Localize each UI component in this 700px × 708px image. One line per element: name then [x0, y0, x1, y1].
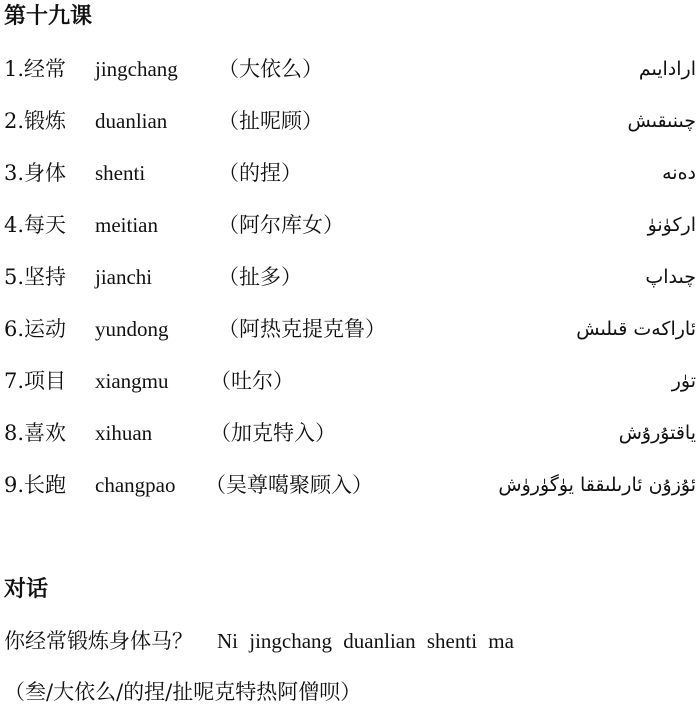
vocab-gloss: （的捏） [218, 161, 302, 185]
vocab-row [0, 261, 700, 293]
vocab-number-word: 1.经常 [4, 57, 67, 81]
vocab-gloss: （吴尊噶聚顾入） [205, 473, 373, 497]
vocab-pinyin: meitian [95, 213, 158, 237]
vocab-uyghur: اركۈنۈ [647, 214, 696, 236]
vocab-row [0, 313, 700, 345]
vocab-row [0, 469, 700, 501]
vocab-row [0, 105, 700, 137]
vocab-uyghur: ئاراكەت قىلىش [576, 318, 696, 340]
dialog-pinyin: Ni jingchang duanlian shenti ma [217, 629, 514, 653]
vocab-pinyin: yundong [95, 317, 169, 341]
vocab-number-word: 7.项目 [4, 369, 67, 393]
vocab-row [0, 53, 700, 85]
vocab-uyghur: چىنىقىش [627, 110, 696, 132]
vocab-row [0, 417, 700, 449]
dialog-gloss: （叁/大依么/的捏/扯呢克特热阿僧呗） [4, 680, 362, 704]
vocab-row [0, 365, 700, 397]
vocab-uyghur: ارادايىم [638, 58, 696, 80]
vocab-gloss: （阿尔库女） [218, 213, 344, 237]
vocab-number-word: 2.锻炼 [4, 109, 67, 133]
vocab-pinyin: shenti [95, 161, 146, 185]
vocab-row [0, 209, 700, 241]
vocab-gloss: （吐尔） [210, 369, 294, 393]
vocab-number-word: 8.喜欢 [4, 421, 67, 445]
vocab-number-word: 9.长跑 [4, 473, 67, 497]
vocab-pinyin: changpao [95, 473, 176, 497]
vocab-gloss: （扯呢顾） [218, 109, 323, 133]
vocab-pinyin: jianchi [95, 265, 153, 289]
vocab-gloss: （加克特入） [210, 421, 336, 445]
vocab-uyghur: دەنە [662, 162, 696, 184]
vocab-row [0, 157, 700, 189]
vocab-pinyin: jingchang [95, 57, 178, 81]
vocab-pinyin: xiangmu [95, 369, 169, 393]
vocab-number-word: 5.坚持 [4, 265, 67, 289]
vocab-number-word: 3.身体 [4, 161, 67, 185]
lesson-title: 第十九课 [4, 4, 93, 29]
vocab-uyghur: ياقتۇرۇش [618, 422, 696, 444]
vocab-uyghur: تۈر [671, 370, 696, 392]
vocab-pinyin: xihuan [95, 421, 153, 445]
vocab-gloss: （扯多） [218, 265, 302, 289]
vocab-number-word: 4.每天 [4, 213, 67, 237]
dialog-title: 对话 [4, 577, 49, 602]
vocab-gloss: （大依么） [218, 57, 323, 81]
vocab-number-word: 6.运动 [4, 317, 67, 341]
vocab-pinyin: duanlian [95, 109, 168, 133]
vocab-uyghur: ئۇزۇن ئارىلىققا يۈگۈرۈش [498, 474, 696, 496]
dialog-line [4, 625, 514, 657]
vocab-uyghur: چىداپ [645, 266, 696, 288]
dialog-chinese: 你经常锻炼身体马？ [4, 629, 193, 653]
vocab-gloss: （阿热克提克鲁） [218, 317, 386, 341]
